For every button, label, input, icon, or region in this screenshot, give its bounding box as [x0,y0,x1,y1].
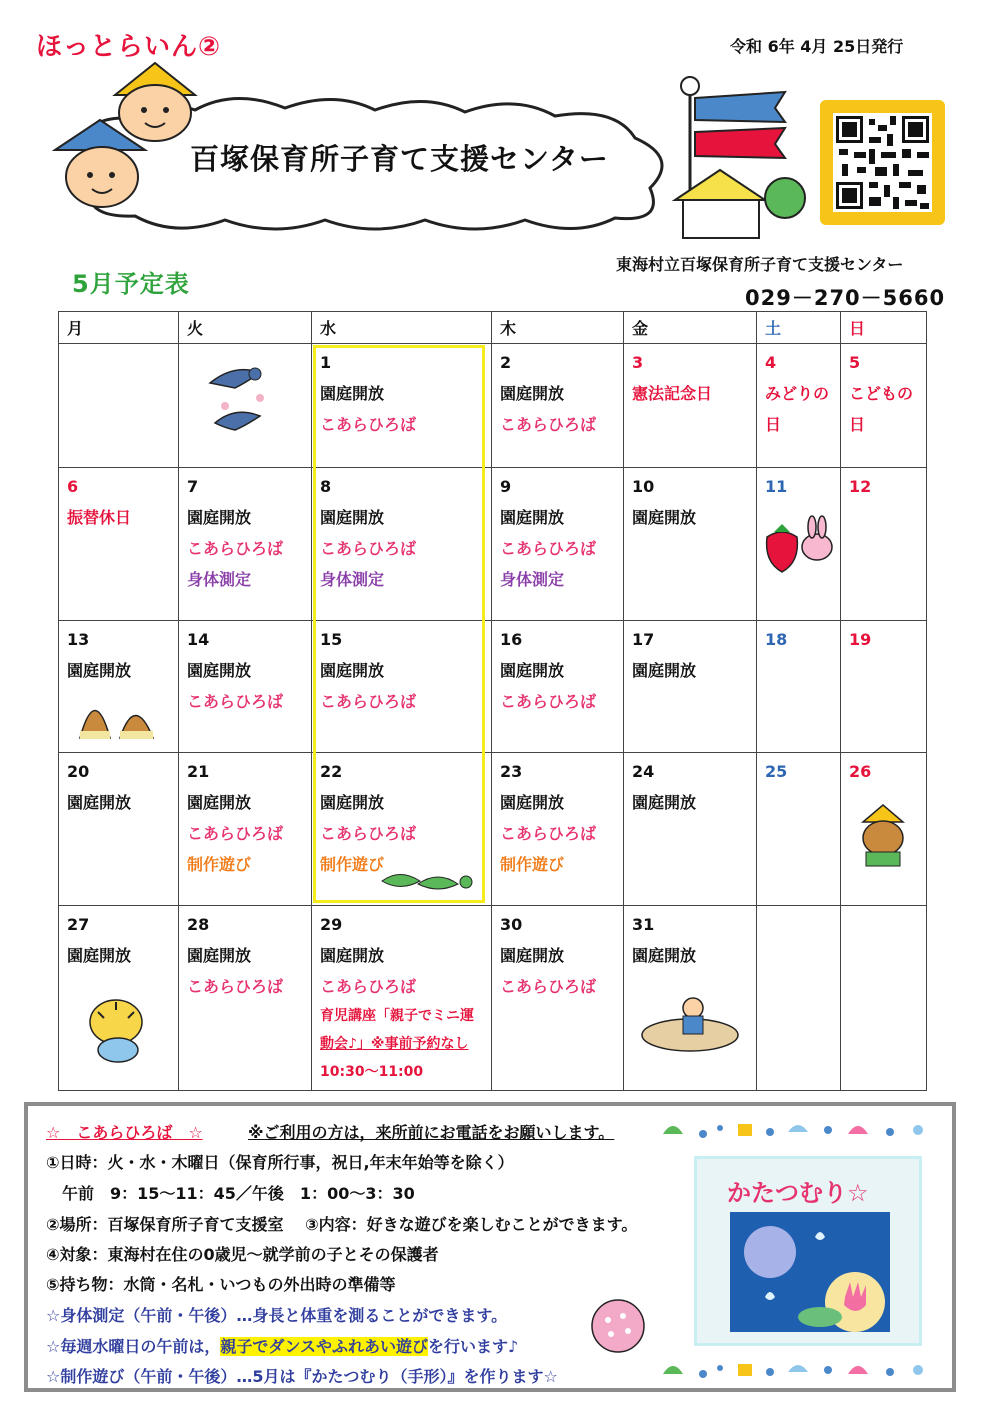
day-number: 29 [320,915,343,934]
info-note: ※ご利用の方は，来所前にお電話をお願いします。 [248,1123,615,1142]
koinobori-house-icon [665,70,815,240]
event-label: こあらひろば [187,539,284,558]
event-label: 制作遊び [187,855,252,874]
weekday-header: 土 [757,312,841,344]
weekday-header: 月 [59,312,179,344]
day-number: 31 [632,915,655,934]
event-label: 園庭開放 [187,508,252,527]
day-number: 8 [320,477,332,496]
weekday-header: 水 [312,312,492,344]
strawberry-rabbit-icon [762,512,837,577]
event-label: 園庭開放 [320,793,385,812]
day-number: 4 [765,353,777,372]
weekday-header: 金 [624,312,757,344]
calendar-day-cell [179,468,312,621]
calendar-day-cell [179,906,312,1091]
calendar-day-cell [312,344,492,468]
day-number: 7 [187,477,199,496]
event-label: 園庭開放 [500,508,565,527]
calendar-day-cell [59,468,179,621]
event-label: 園庭開放 [320,946,385,965]
event-label: 身体測定 [500,570,565,589]
event-label: 園庭開放 [320,384,385,403]
event-label: 園庭開放 [320,508,385,527]
event-label: 園庭開放 [632,508,697,527]
event-label: こあらひろば [320,977,417,996]
day-number: 13 [67,630,90,649]
event-label: こどもの [849,384,914,403]
day-number: 17 [632,630,655,649]
phone-number: 029－270－5660 [745,286,946,310]
bamboo-shoot-icon [75,683,160,743]
event-label: 園庭開放 [67,661,132,680]
calendar-day-cell [624,621,757,753]
calendar-day-cell [179,621,312,753]
pea-pod-icon [380,866,476,896]
calendar-day-cell [624,753,757,906]
calendar-day-cell [841,344,927,468]
event-label: 憲法記念日 [632,384,713,403]
koala-hiroba-info-box [24,1102,956,1392]
calendar-week-row [59,344,927,468]
event-label: みどりの [765,384,830,403]
day-number: 14 [187,630,210,649]
calendar-day-cell [492,621,624,753]
day-number: 21 [187,762,210,781]
sandbox-child-icon [638,990,743,1055]
event-label: 園庭開放 [500,946,565,965]
day-number: 15 [320,630,343,649]
info-line: ⑤持ち物：水筒・名札・いつもの外出時の準備等 [46,1275,396,1294]
calendar-day-cell [312,468,492,621]
weekly-post-text: を行います♪ [428,1337,519,1356]
event-label: 園庭開放 [67,793,132,812]
calendar-day-cell [312,906,492,1091]
event-label: 動会♪」※事前予約なし [320,1036,469,1052]
event-label: 園庭開放 [187,946,252,965]
event-label: こあらひろば [187,824,284,843]
event-label: 園庭開放 [632,661,697,680]
info-title: ☆ こあらひろば ☆ [46,1123,203,1142]
day-number: 28 [187,915,210,934]
event-label: 園庭開放 [500,793,565,812]
hydrangea-icon [583,1296,653,1356]
calendar-day-cell [841,906,927,1091]
calendar-day-cell [59,753,179,906]
info-line: ☆身体測定（午前・午後）…身長と体重を測ることができます。 [46,1306,508,1325]
calendar-day-cell [841,621,927,753]
event-label: 園庭開放 [632,946,697,965]
info-line: 午前 9：15～11：45／午後 1：00～3：30 [46,1184,415,1203]
info-line: ④対象：東海村在住の0歳児～就学前の子とその保護者 [46,1245,439,1264]
qr-code-frame [820,100,945,225]
calendar-day-cell [492,906,624,1091]
weekday-header: 木 [492,312,624,344]
issue-date: 令和 6年 4月 25日発行 [730,37,904,56]
event-label: 10:30～11:00 [320,1064,424,1080]
event-label: 園庭開放 [187,793,252,812]
event-label: こあらひろば [320,692,417,711]
event-label: 園庭開放 [632,793,697,812]
event-label: こあらひろば [320,824,417,843]
day-number: 12 [849,477,872,496]
weekday-header-row [59,312,927,344]
rain-umbrella-border-bottom-icon [658,1356,938,1384]
calendar-day-cell [492,753,624,906]
day-number: 30 [500,915,523,934]
crafts-line: ☆制作遊び（午前・午後）…5月は『かたつむり（手形）』を作ります☆ [46,1367,558,1386]
craft-photo [694,1156,922,1346]
calendar-day-cell [757,906,841,1091]
monthly-calendar [58,311,927,1091]
event-label: こあらひろば [187,977,284,996]
day-number: 3 [632,353,644,372]
event-label: 振替休日 [67,508,132,527]
day-number: 27 [67,915,90,934]
calendar-day-cell [757,753,841,906]
calendar-day-cell [312,621,492,753]
calendar-day-cell [624,344,757,468]
day-number: 11 [765,477,788,496]
day-number: 19 [849,630,872,649]
day-number: 23 [500,762,523,781]
weekday-header: 火 [179,312,312,344]
calendar-day-cell [841,468,927,621]
month-schedule-title: 5月予定表 [72,270,190,298]
center-name-title: 百塚保育所子育て支援センター [190,142,609,176]
weekly-highlight-text: 親子でダンスやふれあい遊び [220,1337,429,1356]
event-label: こあらひろば [187,692,284,711]
event-label: こあらひろば [500,692,597,711]
event-label: こあらひろば [500,539,597,558]
event-label: 園庭開放 [500,384,565,403]
day-number: 22 [320,762,343,781]
qr-code-icon [833,113,932,212]
day-number: 16 [500,630,523,649]
calendar-week-row [59,621,927,753]
snail-handprint-craft-icon [725,1207,895,1337]
calendar-day-cell [179,753,312,906]
calendar-day-cell [757,621,841,753]
event-label: 制作遊び [500,855,565,874]
tiger-cub-icon [78,992,158,1064]
day-number: 20 [67,762,90,781]
event-label: 制作遊び [320,855,385,874]
event-label: 日 [849,415,866,434]
event-label: 日 [765,415,782,434]
day-number: 10 [632,477,655,496]
event-label: 園庭開放 [187,661,252,680]
event-label: 園庭開放 [320,661,385,680]
calendar-day-cell [59,344,179,468]
swallow-birds-icon [205,358,270,443]
calendar-week-row [59,906,927,1091]
event-label: こあらひろば [500,824,597,843]
day-number: 26 [849,762,872,781]
calendar-day-cell [492,468,624,621]
day-number: 6 [67,477,79,496]
info-line: ①日時：火・水・木曜日（保育所行事，祝日,年末年始等を除く） [46,1153,514,1172]
photo-title: かたつむり☆ [727,1179,869,1207]
weekly-pre-text: ☆毎週水曜日の午前は， [46,1337,221,1356]
day-number: 9 [500,477,512,496]
child-kabuto-blue-icon [50,115,150,215]
day-number: 25 [765,762,788,781]
organization-name: 東海村立百塚保育所子育て支援センター [616,255,904,274]
day-number: 2 [500,353,512,372]
weekday-header: 日 [841,312,927,344]
event-label: こあらひろば [320,539,417,558]
event-label: こあらひろば [500,415,597,434]
calendar-day-cell [757,344,841,468]
event-label: こあらひろば [320,415,417,434]
event-label: 育児講座「親子でミニ運 [320,1008,474,1024]
weekly-wednesday-line [46,1334,518,1357]
day-number: 5 [849,353,861,372]
calendar-day-cell [492,344,624,468]
event-label: 身体測定 [187,570,252,589]
event-label: 身体測定 [320,570,385,589]
calendar-day-cell [624,468,757,621]
event-label: こあらひろば [500,977,597,996]
day-number: 1 [320,353,332,372]
info-line: ②場所：百塚保育所子育て支援室 ③内容：好きな遊びを楽しむことができます。 [46,1215,638,1234]
day-number: 24 [632,762,655,781]
newsletter-series-title: ほっとらいん② [36,32,222,62]
day-number: 18 [765,630,788,649]
calendar-week-row [59,753,927,906]
event-label: 園庭開放 [67,946,132,965]
rain-umbrella-border-icon [658,1116,938,1144]
event-label: 園庭開放 [500,661,565,680]
dog-kabuto-icon [848,800,918,870]
